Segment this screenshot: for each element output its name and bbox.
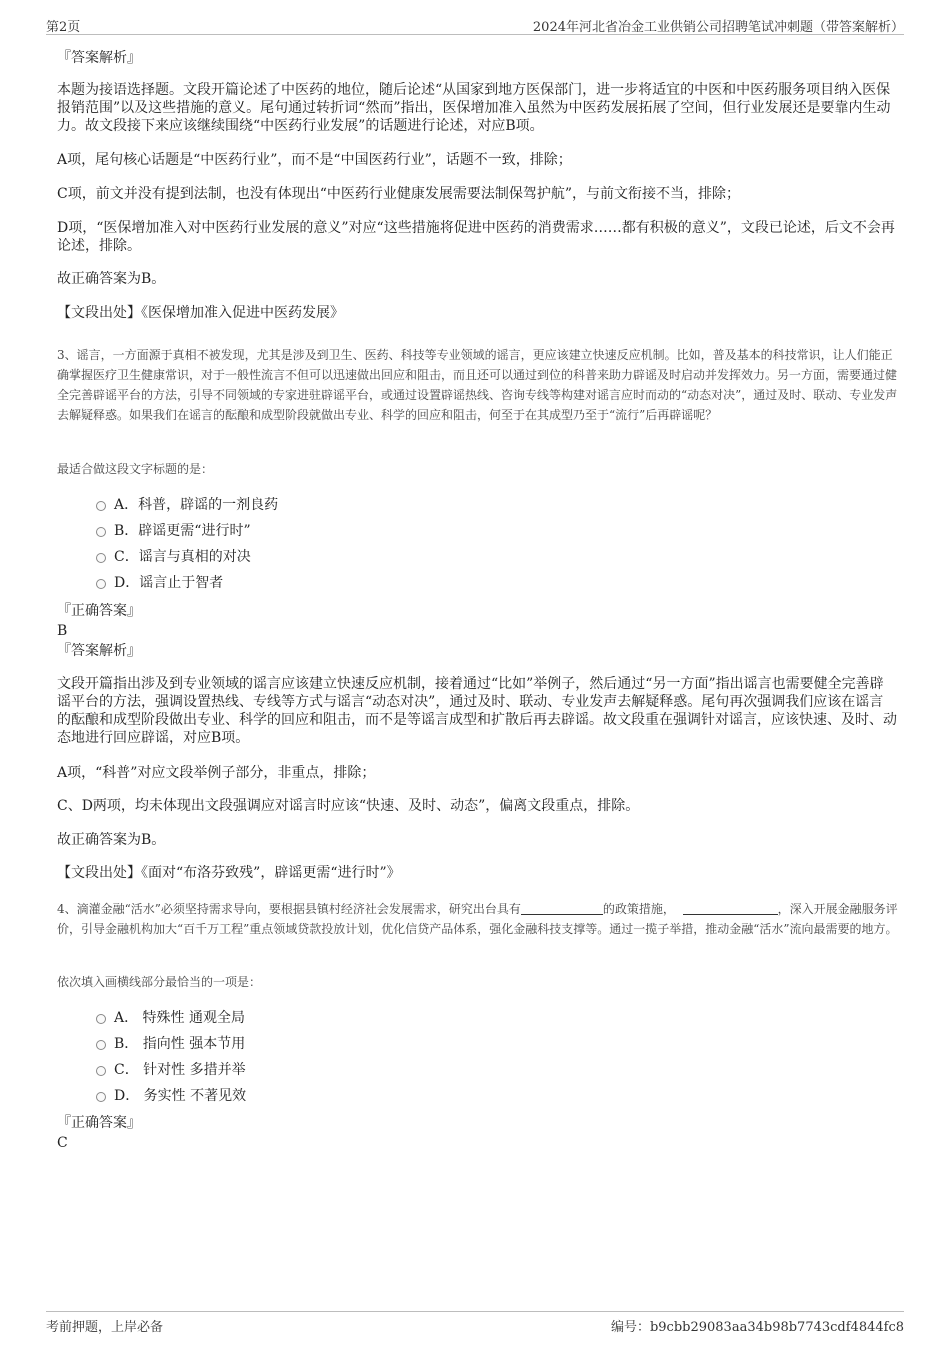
radio-icon[interactable]	[96, 1014, 106, 1024]
radio-icon[interactable]	[96, 1092, 106, 1102]
q4-stem-part-1: 4、滴灌金融“活水”必须坚持需求导向，要根据县镇村经济社会发展需求，研究出台具有	[57, 902, 521, 916]
option-label: D． 务实性 不著见效	[114, 1088, 247, 1104]
q3-analysis-option-a: A项，“科普”对应文段举例子部分，非重点，排除；	[57, 765, 376, 781]
q4-option-b[interactable]	[96, 1035, 245, 1053]
page-number: 第2页	[46, 20, 81, 35]
q4-option-a[interactable]	[96, 1009, 245, 1027]
q2-analysis-label: 『答案解析』	[57, 50, 141, 66]
q3-analysis-paragraph: 文段开篇指出涉及到专业领域的谣言应该建立快速反应机制，接着通过“比如”举例子，然后通过“另一方面”指出谣言也需要健全完善辟谣平台的方法，强调设置热线、专线等方式与谣言“动态对决”，通过及时、联动、专业发声去解疑释惑。尾句再次强调我们应该在谣言的酝酿和成型阶段做出专业、科学的回应和阻击，而不是等谣言成型和扩散后再去辟谣。故文段重在强调针对谣言，应该快速、及时、动态地进行回应辟谣，对应B项。	[57, 676, 897, 746]
q4-option-d[interactable]	[96, 1087, 246, 1105]
q2-conclusion: 故正确答案为B。	[57, 271, 166, 287]
q4-stem-part-3: ，深入开展金融服务评价，引导金融机构加大“百千万工程”重点领域贷款投放计划，优化信贷产品体系，强化金融科技支撑等。通过一揽子举措，推动金融“活水”流向最需要的地方。	[57, 902, 898, 936]
q3-answer-label: 『正确答案』	[57, 603, 141, 619]
page-header	[46, 14, 904, 35]
q3-option-b[interactable]	[96, 522, 251, 540]
page-footer	[46, 1311, 904, 1338]
q4-option-c[interactable]	[96, 1061, 246, 1079]
q4-stem	[57, 899, 900, 939]
q2-analysis-paragraph: 本题为接语选择题。文段开篇论述了中医药的地位，随后论述“从国家到地方医保部门，进一步将适宜的中医和中医药服务项目纳入医保报销范围”以及这些措施的意义。尾句通过转折词“然而”指出，医保增加准入虽然为中医药发展拓展了空间，但行业发展还是要靠内生动力。故文段接下来应该继续围绕“中医药行业发展”的话题进行论述，对应B项。	[57, 82, 891, 134]
q2-analysis-option-d: D项，“医保增加准入对中医药行业发展的意义”对应“这些措施将促进中医药的消费需求……都有积极的意义”，文段已论述，后文不会再论述，排除。	[57, 220, 895, 254]
radio-icon[interactable]	[96, 1040, 106, 1050]
option-label: B． 指向性 强本节用	[114, 1036, 246, 1052]
option-label: C．谣言与真相的对决	[114, 549, 251, 565]
q3-question: 最适合做这段文字标题的是：	[57, 462, 214, 476]
q3-analysis-label: 『答案解析』	[57, 643, 141, 659]
q4-question: 依次填入画横线部分最恰当的一项是：	[57, 975, 262, 989]
document-title: 2024年河北省冶金工业供销公司招聘笔试冲刺题（带答案解析）	[532, 20, 904, 35]
radio-icon[interactable]	[96, 579, 106, 589]
q3-option-c[interactable]	[96, 548, 251, 566]
q3-conclusion: 故正确答案为B。	[57, 832, 166, 848]
q3-analysis-option-cd: C、D两项，均未体现出文段强调应对谣言时应该“快速、及时、动态”，偏离文段重点，排除。	[57, 798, 640, 814]
option-label: C． 针对性 多措并举	[114, 1062, 246, 1078]
radio-icon[interactable]	[96, 553, 106, 563]
q3-option-d[interactable]	[96, 574, 223, 592]
q2-analysis-option-a: A项，尾句核心话题是“中医药行业”，而不是“中国医药行业”，话题不一致，排除；	[57, 152, 572, 168]
q3-answer: B	[57, 623, 68, 639]
option-label: D．谣言止于智者	[114, 575, 224, 591]
radio-icon[interactable]	[96, 501, 106, 511]
document-code: 编号：b9cbb29083aa34b98b7743cdf4844fc8	[610, 1320, 904, 1335]
q4-answer-label: 『正确答案』	[57, 1115, 141, 1131]
radio-icon[interactable]	[96, 527, 106, 537]
option-label: A．科普，辟谣的一剂良药	[114, 497, 279, 513]
radio-icon[interactable]	[96, 1066, 106, 1076]
option-label: B．辟谣更需“进行时”	[114, 523, 251, 539]
q3-option-a[interactable]	[96, 496, 278, 514]
q3-source: 【文段出处】《面对“布洛芬致残”，辟谣更需“进行时”》	[57, 865, 401, 881]
q4-blank-1	[521, 902, 603, 915]
footer-slogan: 考前押题，上岸必备	[46, 1320, 164, 1335]
q2-analysis-option-c: C项，前文并没有提到法制，也没有体现出“中医药行业健康发展需要法制保驾护航”，与前文衔接不当，排除；	[57, 186, 741, 202]
option-label: A． 特殊性 通观全局	[114, 1010, 246, 1026]
q2-source: 【文段出处】《医保增加准入促进中医药发展》	[57, 305, 344, 321]
q4-stem-part-2: 的政策措施，	[602, 902, 675, 916]
q3-stem: 3、谣言，一方面源于真相不被发现，尤其是涉及到卫生、医药、科技等专业领域的谣言，更应该建立快速反应机制。比如，普及基本的科技常识，让人们能正确掌握医疗卫生健康常识，对于一般性流言不但可以迅速做出回应和阻击，而且还可以通过到位的科普来助力辟谣及时启动并发挥效力。另一方面，需要通过健全完善辟谣平台的方法，引导不同领域的专家进驻辟谣平台，或通过设置辟谣热线、咨询专线等构建对谣言应时而动的“动态对决”，通过及时、联动、专业发声去解疑释惑。如果我们在谣言的酝酿和成型阶段就做出专业、科学的回应和阻击，何至于在其成型乃至于“流行”后再辟谣呢？	[57, 348, 898, 422]
q4-blank-2	[683, 902, 778, 915]
q4-answer: C	[57, 1135, 68, 1151]
